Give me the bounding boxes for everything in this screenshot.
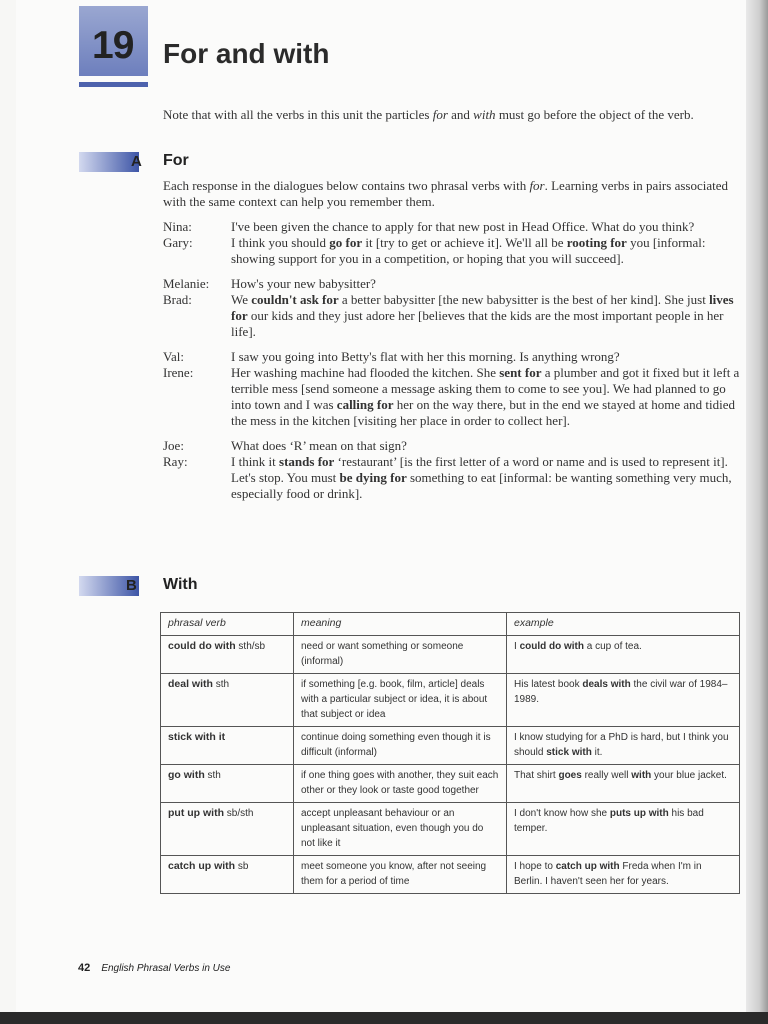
header-phrasal-verb: phrasal verb bbox=[161, 613, 294, 636]
text-run: it [try to get or achieve it]. We'll all be bbox=[362, 235, 567, 250]
phrasal-verb-cell bbox=[161, 803, 294, 856]
bold-run: be dying for bbox=[339, 470, 407, 485]
text-run: I don't know how she bbox=[514, 808, 610, 819]
bold-run: stands for bbox=[279, 454, 335, 469]
header-example: example bbox=[507, 613, 740, 636]
table-row bbox=[161, 636, 740, 674]
text-run: really well bbox=[581, 770, 632, 781]
text-run: Her washing machine had flooded the kitchen. She bbox=[231, 365, 500, 380]
header-meaning: meaning bbox=[294, 613, 507, 636]
italic-run: for bbox=[432, 107, 448, 122]
phrasal-verb-cell bbox=[161, 636, 294, 674]
example-cell bbox=[507, 803, 740, 856]
text-run: I saw you going into Betty's flat with her this morning. Is anything wrong? bbox=[231, 349, 620, 364]
meaning-cell: meet someone you know, after not seeing them for a period of time bbox=[294, 856, 507, 894]
dialogue-line bbox=[163, 365, 743, 429]
text-run: it. bbox=[591, 747, 603, 758]
dialogue-line bbox=[163, 276, 743, 292]
dialogue-line bbox=[163, 454, 743, 502]
speaker-text bbox=[231, 349, 743, 365]
example-cell bbox=[507, 765, 740, 803]
text-run: you [informal: showing support for you in a competition, or hoping that you will succeed]. bbox=[231, 235, 706, 266]
section-a-bar bbox=[79, 152, 139, 172]
meaning-cell: need or want something or someone (informal) bbox=[294, 636, 507, 674]
phrasal-verb-cell bbox=[161, 765, 294, 803]
text-run: His latest book bbox=[514, 679, 583, 690]
meaning-cell: accept unpleasant behaviour or an unpleasant situation, even though you do not like it bbox=[294, 803, 507, 856]
text-run: Each response in the dialogues below contains two phrasal verbs with bbox=[163, 178, 530, 193]
table-row bbox=[161, 803, 740, 856]
speaker-name: Gary: bbox=[163, 235, 193, 250]
text-run: I think it bbox=[231, 454, 280, 469]
example-cell bbox=[507, 856, 740, 894]
section-a-letter: A bbox=[131, 153, 142, 170]
verb-object: sb/sth bbox=[223, 808, 254, 819]
text-run: his bad temper. bbox=[514, 808, 704, 834]
text-run: . Learning verbs in pairs associated with the same context can help you remember them. bbox=[163, 178, 728, 209]
dialogue-line bbox=[163, 219, 743, 235]
bold-run: could do with bbox=[519, 641, 584, 652]
dialogue-line bbox=[163, 438, 743, 454]
phrasal-verb: catch up with bbox=[168, 860, 236, 872]
phrasal-verb: stick with it bbox=[168, 731, 226, 743]
speaker-name: Joe: bbox=[163, 438, 184, 453]
phrasal-verb-cell bbox=[161, 727, 294, 765]
bold-run: deals with bbox=[582, 679, 631, 690]
speaker-text bbox=[231, 438, 743, 454]
verb-object: sb bbox=[235, 861, 249, 872]
section-b-letter: B bbox=[126, 577, 137, 594]
unit-number: 19 bbox=[92, 24, 134, 67]
text-run: We bbox=[231, 292, 252, 307]
text-run: something to eat [informal: be wanting something very much, especially food or drink]. bbox=[231, 470, 732, 501]
bold-run: go for bbox=[329, 235, 363, 250]
text-run: and bbox=[447, 107, 474, 122]
unit-number-underline bbox=[79, 82, 148, 87]
example-cell bbox=[507, 727, 740, 765]
text-run: Note that with all the verbs in this unit the particles bbox=[163, 107, 433, 122]
speaker-name: Irene: bbox=[163, 365, 194, 380]
bold-run: calling for bbox=[336, 397, 394, 412]
dialogue-gap bbox=[163, 267, 743, 276]
bold-run: rooting for bbox=[566, 235, 627, 250]
book-title: English Phrasal Verbs in Use bbox=[101, 963, 231, 974]
text-run: the civil war of 1984–1989. bbox=[514, 679, 728, 705]
with-verbs-table bbox=[160, 612, 740, 894]
text-run: I think you should bbox=[231, 235, 330, 250]
section-b-title: With bbox=[163, 576, 198, 593]
text-run: must go before the object of the verb. bbox=[495, 107, 694, 122]
bold-run: stick with bbox=[546, 747, 592, 758]
text-run: I've been given the chance to apply for that new post in Head Office. What do you think? bbox=[231, 219, 695, 234]
phrasal-verb: put up with bbox=[168, 807, 224, 819]
dialogue-gap bbox=[163, 340, 743, 349]
italic-run: with bbox=[473, 107, 496, 122]
table-row bbox=[161, 727, 740, 765]
dialogue-gap bbox=[163, 429, 743, 438]
text-run: How's your new babysitter? bbox=[231, 276, 376, 291]
verb-object: sth bbox=[204, 770, 221, 781]
table-row bbox=[161, 856, 740, 894]
page-number: 42 bbox=[78, 962, 91, 974]
text-run: your blue jacket. bbox=[651, 770, 727, 781]
speaker-name: Melanie: bbox=[163, 276, 210, 291]
bold-run: couldn't ask for bbox=[251, 292, 339, 307]
meaning-cell: if one thing goes with another, they suit each other or they look or taste good together bbox=[294, 765, 507, 803]
speaker-text bbox=[231, 365, 743, 429]
text-run: a better babysitter [the new babysitter is the best of her kind]. She just bbox=[338, 292, 710, 307]
meaning-cell: continue doing something even though it is difficult (informal) bbox=[294, 727, 507, 765]
bold-run: catch up with bbox=[555, 861, 620, 872]
phrasal-verb: go with bbox=[168, 769, 205, 781]
bold-run: lives for bbox=[231, 292, 734, 323]
text-run: Freda when I'm in Berlin. I haven't seen her for years. bbox=[514, 861, 702, 887]
text-run: I know studying for a PhD is hard, but I think you should bbox=[514, 732, 729, 758]
speaker-name: Ray: bbox=[163, 454, 188, 469]
unit-intro bbox=[163, 107, 733, 123]
bold-run: sent for bbox=[499, 365, 542, 380]
bold-run: goes bbox=[558, 770, 582, 781]
example-cell bbox=[507, 636, 740, 674]
speaker-name: Nina: bbox=[163, 219, 192, 234]
bold-run: with bbox=[631, 770, 652, 781]
speaker-text bbox=[231, 292, 743, 340]
bold-run: puts up with bbox=[609, 808, 669, 819]
speaker-text bbox=[231, 219, 743, 235]
phrasal-verb-cell bbox=[161, 674, 294, 727]
text-run: That shirt bbox=[514, 770, 559, 781]
example-cell bbox=[507, 674, 740, 727]
unit-title: For and with bbox=[163, 38, 330, 69]
dialogue-line bbox=[163, 292, 743, 340]
speaker-text bbox=[231, 276, 743, 292]
italic-run: for bbox=[529, 178, 545, 193]
speaker-text bbox=[231, 454, 743, 502]
speaker-name: Brad: bbox=[163, 292, 192, 307]
phrasal-verb: deal with bbox=[168, 678, 213, 690]
text-run: What does ‘R’ mean on that sign? bbox=[231, 438, 407, 453]
meaning-cell: if something [e.g. book, film, article] deals with a particular subject or idea, it is about that subject or idea bbox=[294, 674, 507, 727]
dialogues bbox=[163, 219, 743, 502]
table-row bbox=[161, 765, 740, 803]
section-a-title: For bbox=[163, 152, 189, 169]
speaker-name: Val: bbox=[163, 349, 184, 364]
book-spine-shadow bbox=[746, 0, 768, 1024]
speaker-text bbox=[231, 235, 743, 267]
text-run: a cup of tea. bbox=[584, 641, 642, 652]
text-run: I hope to bbox=[514, 861, 556, 872]
scan-bottom-edge bbox=[0, 1012, 768, 1024]
text-run: I bbox=[514, 641, 520, 652]
dialogue-line bbox=[163, 235, 743, 267]
page-footer bbox=[78, 962, 230, 974]
text-run: ‘restaurant’ [is the first letter of a word or name and is used to represent it]. Let's stop. You must bbox=[231, 454, 728, 485]
text-run: our kids and they just adore her [believes that the kids are the most important people in her life]. bbox=[231, 308, 724, 339]
table-row bbox=[161, 674, 740, 727]
verb-object: sth/sb bbox=[235, 641, 266, 652]
verb-object: sth bbox=[212, 679, 230, 690]
table-header-row bbox=[161, 613, 740, 636]
phrasal-verb: could do with bbox=[168, 640, 236, 652]
section-a-intro bbox=[163, 178, 735, 210]
dialogue-line bbox=[163, 349, 743, 365]
text-run: her on the way there, but in the end we stayed at home and tidied the mess in the kitchen [visiting her place in order to collect her]. bbox=[231, 397, 735, 428]
text-run: a plumber and got it fixed but it left a terrible mess [send someone a message asking them to come to see you]. We had planned to go into town and I was bbox=[231, 365, 740, 412]
phrasal-verb-cell bbox=[161, 856, 294, 894]
